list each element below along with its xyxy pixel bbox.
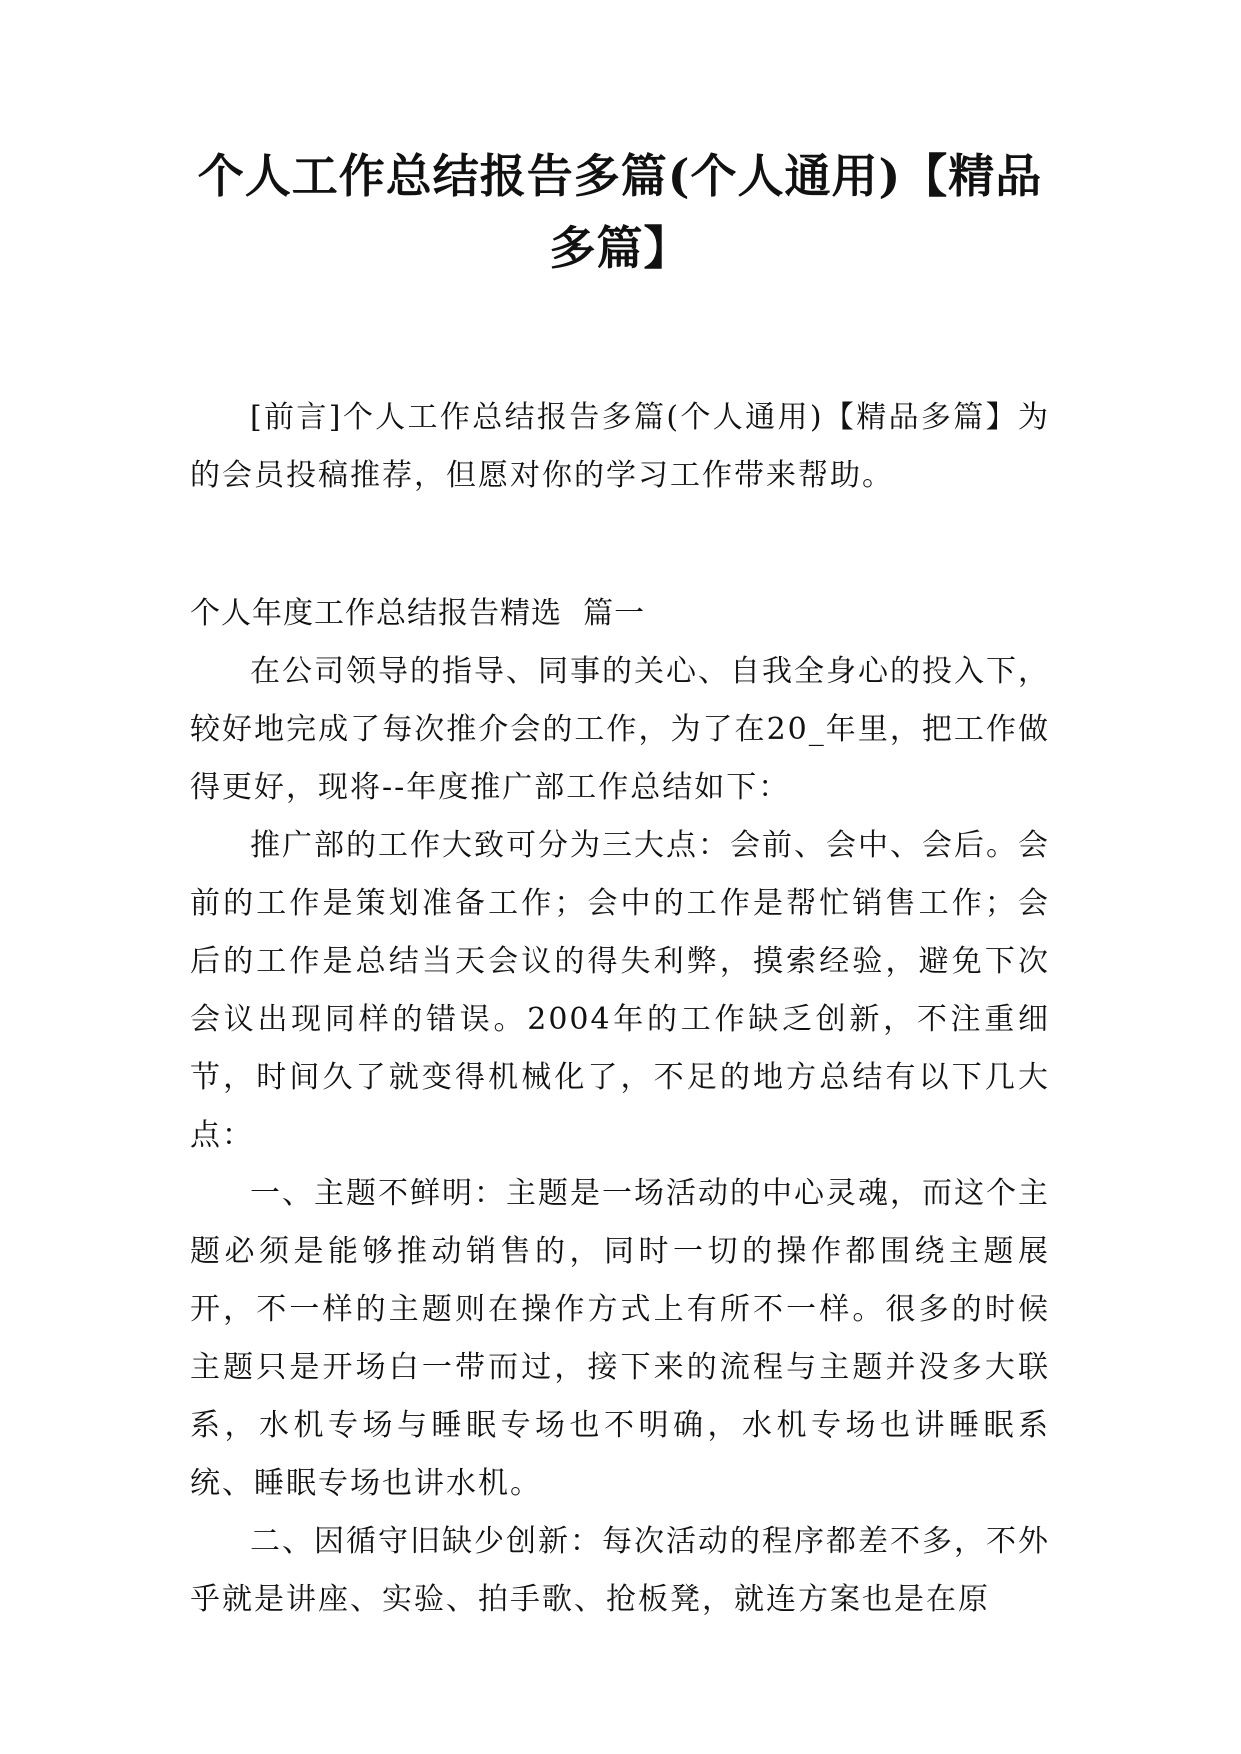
body-paragraph-4: 二、因循守旧缺少创新：每次活动的程序都差不多，不外乎就是讲座、实验、拍手歌、抢板凳，就连方案也是在原 — [190, 1524, 1050, 1617]
body-paragraph-2: 推广部的工作大致可分为三大点：会前、会中、会后。会前的工作是策划准备工作；会中的工作是帮忙销售工作；会后的工作是总结当天会议的得失利弊，摸索经验，避免下次会议出现同样的错误。2004年的工作缺乏创新，不注重细节，时间久了就变得机械化了，不足的地方总结有以下几大点： — [190, 828, 1050, 1153]
document-page — [190, 140, 1050, 1629]
preface-paragraph: [前言]个人工作总结报告多篇(个人通用)【精品多篇】为的会员投稿推荐，但愿对你的学习工作带来帮助。 — [190, 400, 1050, 493]
body-paragraph-3: 一、主题不鲜明：主题是一场活动的中心灵魂，而这个主题必须是能够推动销售的，同时一切的操作都围绕主题展开，不一样的主题则在操作方式上有所不一样。很多的时候主题只是开场白一带而过，接下来的流程与主题并没多大联系，水机专场与睡眠专场也不明确，水机专场也讲睡眠系统、睡眠专场也讲水机。 — [190, 1176, 1050, 1501]
body-paragraph-1: 在公司领导的指导、同事的关心、自我全身心的投入下，较好地完成了每次推介会的工作，为了在20_年里，把工作做得更好，现将--年度推广部工作总结如下： — [190, 654, 1050, 805]
document-title: 个人工作总结报告多篇(个人通用)【精品多篇】 — [197, 149, 1043, 275]
section-heading: 个人年度工作总结报告精选 篇一 — [190, 596, 646, 631]
